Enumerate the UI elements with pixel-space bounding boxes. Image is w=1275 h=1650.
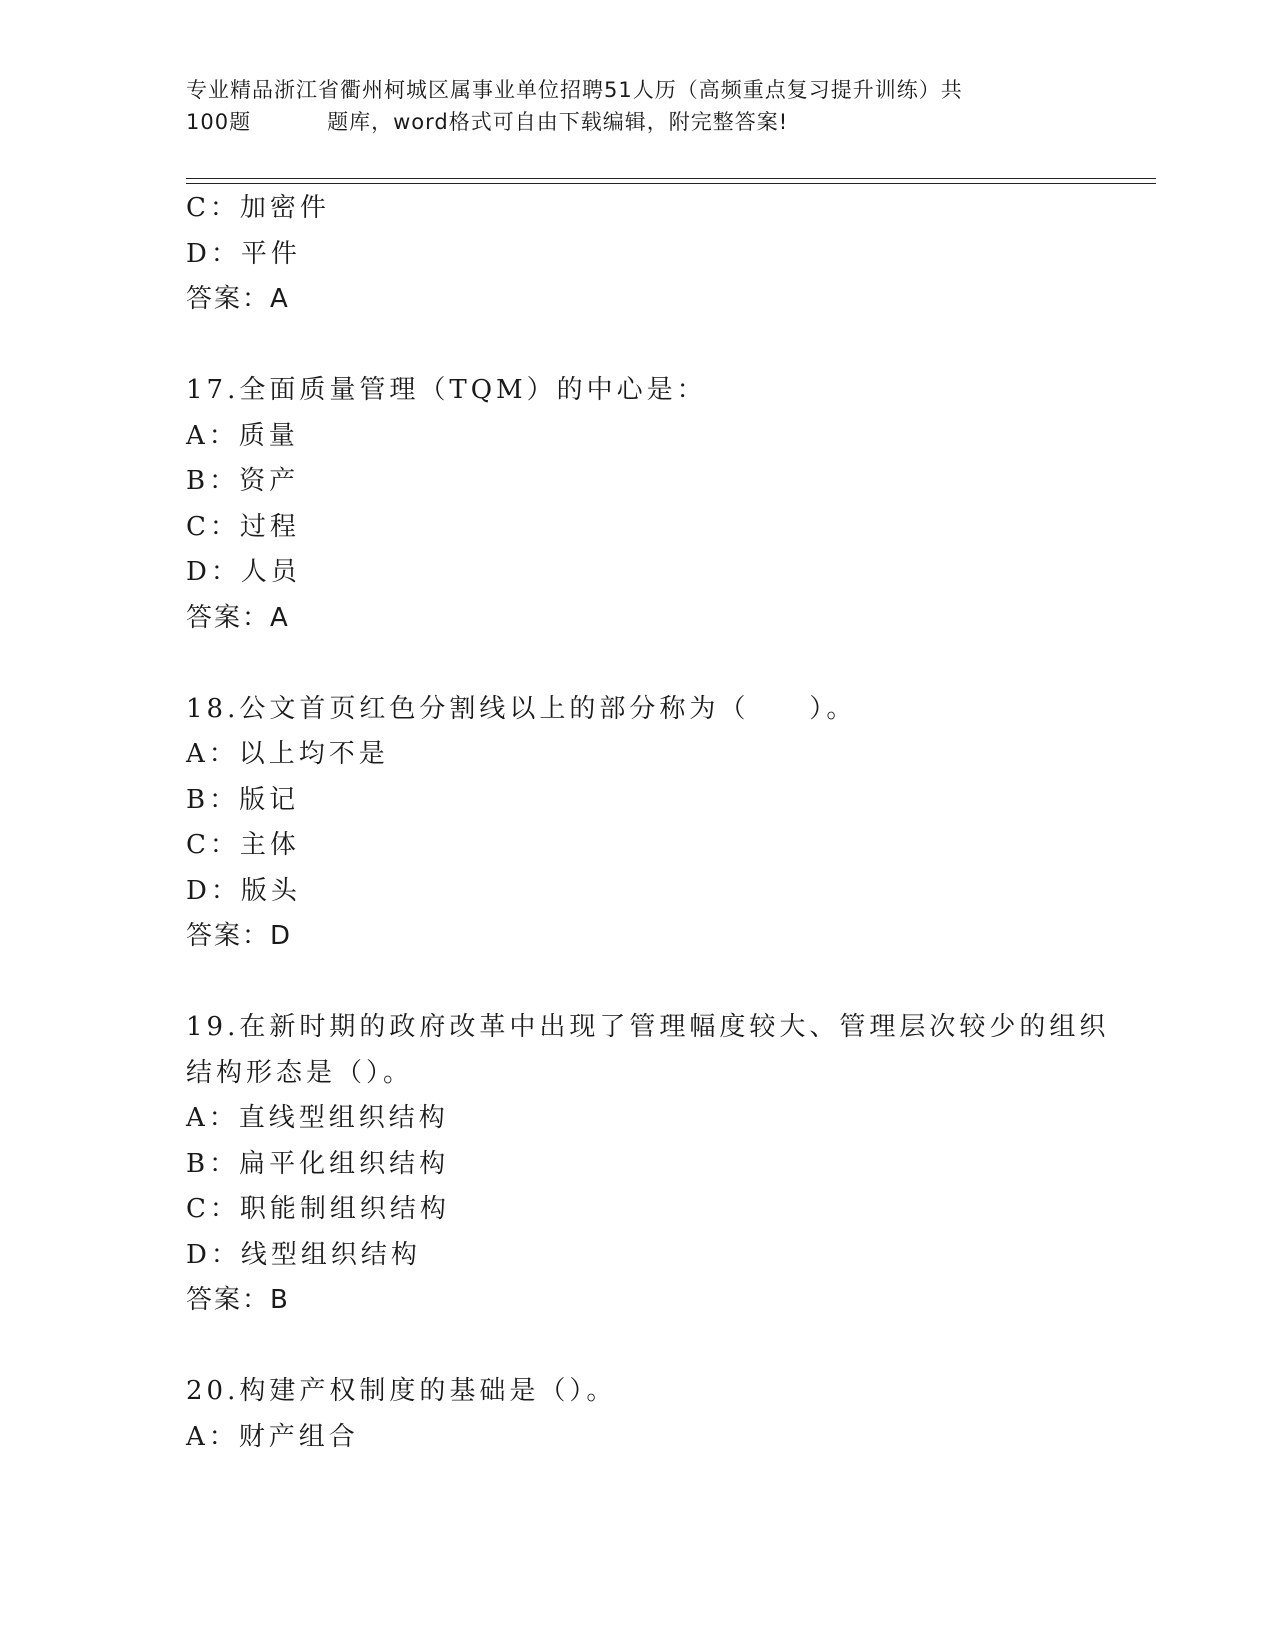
option-d: D：线型组织结构 — [186, 1239, 421, 1270]
document-header — [186, 74, 1086, 138]
option-b: B：版记 — [186, 784, 300, 815]
option-a: A：财产组合 — [186, 1421, 359, 1452]
question-20-text: 20.构建产权制度的基础是（）。 — [186, 1376, 617, 1406]
option-c: C：主体 — [186, 830, 300, 860]
question-19-text-line-1: 19.在新时期的政府改革中出现了管理幅度较大、管理层次较少的组织 — [186, 1012, 1110, 1042]
option-a: A：质量 — [186, 420, 299, 451]
answer-line: 答案：D — [186, 921, 293, 951]
spacer — [186, 1324, 1086, 1370]
option-c: C：加密件 — [186, 193, 330, 223]
option-d: D：版头 — [186, 875, 301, 906]
header-divider-top — [186, 178, 1156, 179]
answer-line: 答案：A — [186, 602, 290, 633]
answer-line: 答案：A — [186, 284, 290, 314]
question-17-text: 17.全面质量管理（TQM）的中心是： — [186, 375, 707, 405]
header-title-line-2 — [186, 106, 1086, 138]
option-d: D：人员 — [186, 557, 301, 587]
header-divider-bottom — [186, 183, 1156, 184]
option-c: C：过程 — [186, 511, 300, 542]
header-question-count: 100题 — [186, 110, 252, 134]
option-a: A：以上均不是 — [186, 739, 389, 769]
spacer — [186, 641, 1086, 687]
option-b: B：资产 — [186, 466, 300, 496]
answer-line: 答案：B — [186, 1285, 290, 1315]
spacer — [186, 323, 1086, 369]
question-list — [186, 186, 1110, 1460]
question-19-text-line-2: 结构形态是（）。 — [186, 1057, 414, 1088]
option-b: B：扁平化组织结构 — [186, 1148, 450, 1179]
option-c: C：职能制组织结构 — [186, 1194, 450, 1224]
option-d: D：平件 — [186, 238, 301, 269]
spacer — [186, 960, 1086, 1006]
header-subtitle: 题库，word格式可自由下载编辑，附完整答案! — [327, 110, 789, 134]
question-18-text: 18.公文首页红色分割线以上的部分称为（ ）。 — [186, 693, 857, 724]
option-a: A：直线型组织结构 — [186, 1103, 449, 1133]
header-title-line-1: 专业精品浙江省衢州柯城区属事业单位招聘51人历（高频重点复习提升训练）共 — [186, 78, 963, 102]
